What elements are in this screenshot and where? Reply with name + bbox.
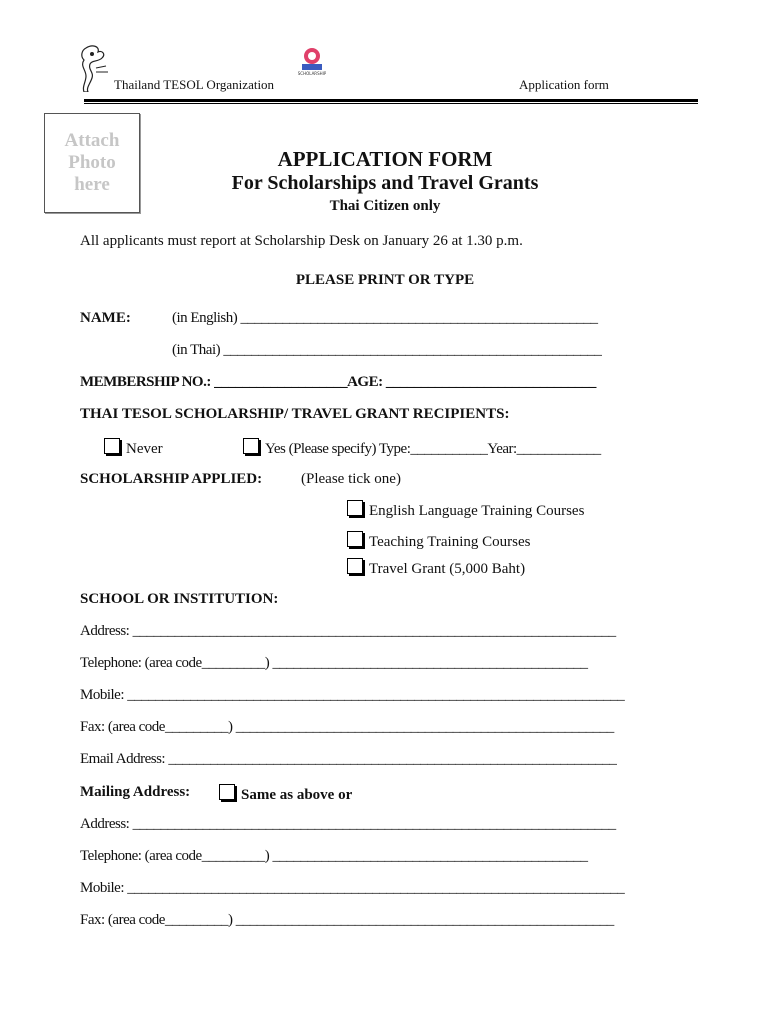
mailing-mobile-field[interactable]: Mobile: _______________________________________________________________________ [80,880,625,896]
travel-grant-label: Travel Grant (5,000 Baht) [369,561,526,577]
yes-checkbox[interactable] [243,438,259,454]
same-as-above-label: Same as above or [241,787,353,803]
name-label: NAME: [80,310,131,326]
scholarship-logo [298,46,326,81]
never-label: Never [126,441,163,457]
option-english-training[interactable] [347,500,584,520]
teaching-training-label: Teaching Training Courses [369,534,531,550]
school-telephone-field[interactable]: Telephone: (area code_________) _____________________________________________ [80,655,588,671]
scholarship-applied-label: SCHOLARSHIP APPLIED: [80,471,263,487]
citizen-note: Thai Citizen only [329,198,441,214]
report-notice: All applicants must report at Scholarship Desk on January 26 at 1.30 p.m. [80,233,523,249]
recipients-label: THAI TESOL SCHOLARSHIP/ TRAVEL GRANT RECIPIENTS: [80,406,510,422]
english-training-checkbox[interactable] [347,500,363,516]
header-rule [84,99,698,102]
mailing-fax-field[interactable]: Fax: (area code_________) ______________________________________________________ [80,912,614,928]
mailing-telephone-field[interactable]: Telephone: (area code_________) _____________________________________________ [80,848,588,864]
photo-text-2: Photo [68,152,116,173]
form-title: APPLICATION FORM [277,147,493,171]
option-teaching-training[interactable] [347,531,530,551]
english-training-label: English Language Training Courses [369,503,585,519]
mailing-label: Mailing Address: [80,784,191,800]
option-travel-grant[interactable] [347,558,525,578]
teaching-training-checkbox[interactable] [347,531,363,547]
yes-option[interactable] [243,438,601,458]
name-english-field[interactable]: (in English) ___________________________________________________ [172,310,598,326]
same-as-above-checkbox[interactable] [219,784,235,800]
header-rule-thin [84,103,698,104]
school-label: SCHOOL OR INSTITUTION: [80,591,279,607]
photo-text-3: here [74,174,110,195]
form-subtitle: For Scholarships and Travel Grants [231,172,539,194]
mailing-address-field[interactable]: Address: _____________________________________________________________________ [80,816,616,832]
never-checkbox[interactable] [104,438,120,454]
svg-text:SCHOLARSHIP: SCHOLARSHIP [298,71,326,76]
membership-age-field[interactable]: MEMBERSHIP NO.: ___________________AGE: ______________________________ [80,374,596,390]
same-as-above-option[interactable] [219,784,352,804]
photo-text-1: Attach [64,130,120,151]
name-thai-field[interactable]: (in Thai) ______________________________________________________ [172,342,602,358]
never-option[interactable] [104,438,163,458]
print-note: PLEASE PRINT OR TYPE [295,272,475,288]
school-address-field[interactable]: Address: _____________________________________________________________________ [80,623,616,639]
school-mobile-field[interactable]: Mobile: _______________________________________________________________________ [80,687,625,703]
yes-label: Yes (Please specify) Type:___________Year:____________ [265,441,601,457]
travel-grant-checkbox[interactable] [347,558,363,574]
header-form-label: Application form [519,77,609,92]
tesol-logo [78,42,114,97]
tick-one-hint: (Please tick one) [301,471,401,487]
school-email-field[interactable]: Email Address: ________________________________________________________________ [80,751,617,767]
org-name: Thailand TESOL Organization [114,77,275,92]
school-fax-field[interactable]: Fax: (area code_________) ______________________________________________________ [80,719,614,735]
